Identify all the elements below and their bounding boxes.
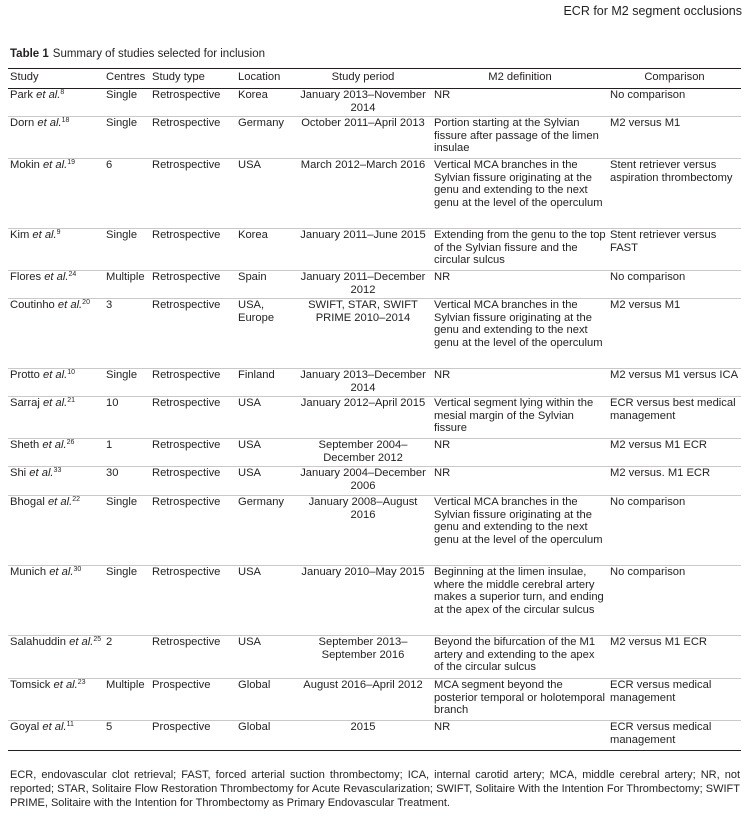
- cell-centres: 6: [104, 159, 150, 229]
- table-row: [8, 271, 741, 299]
- cell-study-period: August 2016–April 2012: [294, 679, 432, 721]
- table-caption: [10, 48, 265, 60]
- study-author: Flores: [10, 271, 42, 283]
- study-ref: 26: [66, 439, 75, 446]
- cell-location: USA: [236, 397, 294, 439]
- study-ref: 23: [77, 679, 86, 686]
- cell-location: Spain: [236, 271, 294, 299]
- cell-comparison: Stent retriever versus aspiration thrombectomy: [608, 159, 741, 229]
- cell-study-period: January 2011–June 2015: [294, 229, 432, 271]
- cell-centres: Single: [104, 89, 150, 117]
- cell-study: [8, 159, 104, 229]
- cell-centres: 2: [104, 636, 150, 679]
- cell-m2-definition: Vertical MCA branches in the Sylvian fissure originating at the genu and extending to the next genu at the level of the operculum: [432, 299, 608, 369]
- study-ref: 19: [67, 159, 76, 166]
- cell-study-type: Retrospective: [150, 229, 236, 271]
- table-row: [8, 496, 741, 566]
- cell-m2-definition: NR: [432, 271, 608, 299]
- table-row: [8, 117, 741, 159]
- cell-m2-definition: Extending from the genu to the top of the Sylvian fissure and the circular sulcus: [432, 229, 608, 271]
- cell-study-period: January 2010–May 2015: [294, 566, 432, 636]
- study-ref: 33: [53, 467, 62, 474]
- table-row: [8, 566, 741, 636]
- cell-study-period: 2015: [294, 721, 432, 751]
- cell-study-type: Prospective: [150, 679, 236, 721]
- cell-study-period: September 2013–September 2016: [294, 636, 432, 679]
- cell-location: USA: [236, 636, 294, 679]
- cell-study-type: Prospective: [150, 721, 236, 751]
- cell-study: [8, 467, 104, 496]
- running-head: ECR for M2 segment occlusions: [563, 4, 742, 18]
- cell-m2-definition: NR: [432, 369, 608, 397]
- col-header-study-type: Study type: [150, 69, 236, 89]
- cell-study-period: January 2004–December 2006: [294, 467, 432, 496]
- cell-comparison: M2 versus M1: [608, 117, 741, 159]
- table-row: [8, 721, 741, 751]
- cell-comparison: Stent retriever versus FAST: [608, 229, 741, 271]
- study-ref: 11: [66, 721, 74, 728]
- table-row: [8, 467, 741, 496]
- cell-location: USA: [236, 566, 294, 636]
- study-author: Protto: [10, 369, 40, 381]
- cell-study-type: Retrospective: [150, 566, 236, 636]
- cell-study-type: Retrospective: [150, 467, 236, 496]
- cell-study-period: January 2012–April 2015: [294, 397, 432, 439]
- cell-m2-definition: Beginning at the limen insulae, where the middle cerebral artery makes a superior turn, and ending at the apex of the circular sulcus: [432, 566, 608, 636]
- cell-centres: 30: [104, 467, 150, 496]
- cell-comparison: ECR versus medical management: [608, 679, 741, 721]
- cell-study: [8, 721, 104, 751]
- col-header-m2-definition: M2 definition: [432, 69, 608, 89]
- table-row: [8, 369, 741, 397]
- cell-study-type: Retrospective: [150, 117, 236, 159]
- cell-study: [8, 271, 104, 299]
- col-header-study-period: Study period: [294, 69, 432, 89]
- cell-study-period: September 2004–December 2012: [294, 439, 432, 467]
- cell-study: [8, 397, 104, 439]
- study-author: Sheth: [10, 439, 40, 451]
- study-etal: et al.: [57, 299, 83, 311]
- cell-comparison: M2 versus M1 ECR: [608, 636, 741, 679]
- cell-location: Global: [236, 721, 294, 751]
- cell-study: [8, 496, 104, 566]
- cell-study-type: Retrospective: [150, 369, 236, 397]
- cell-study: [8, 679, 104, 721]
- study-etal: et al.: [29, 467, 54, 479]
- cell-study-type: Retrospective: [150, 439, 236, 467]
- study-etal: et al.: [42, 159, 68, 171]
- cell-comparison: ECR versus medical management: [608, 721, 741, 751]
- table-title: Summary of studies selected for inclusion: [52, 48, 265, 60]
- cell-m2-definition: NR: [432, 439, 608, 467]
- cell-study-period: SWIFT, STAR, SWIFT PRIME 2010–2014: [294, 299, 432, 369]
- study-ref: 20: [82, 299, 90, 306]
- cell-location: USA: [236, 439, 294, 467]
- study-etal: et al.: [44, 271, 69, 283]
- cell-location: Germany: [236, 496, 294, 566]
- table-label: Table 1: [10, 48, 49, 60]
- cell-comparison: No comparison: [608, 566, 741, 636]
- cell-study-period: January 2011–December 2012: [294, 271, 432, 299]
- study-etal: et al.: [47, 496, 73, 508]
- cell-comparison: ECR versus best medical management: [608, 397, 741, 439]
- study-ref: 10: [67, 369, 76, 376]
- cell-centres: 5: [104, 721, 150, 751]
- study-author: Bhogal: [10, 496, 45, 508]
- study-etal: et al.: [42, 397, 68, 409]
- table-row: [8, 89, 741, 117]
- table-row: [8, 636, 741, 679]
- cell-centres: Multiple: [104, 679, 150, 721]
- cell-study: [8, 566, 104, 636]
- study-author: Salahuddin: [10, 636, 66, 648]
- table-row: [8, 397, 741, 439]
- study-etal: et al.: [42, 439, 67, 451]
- cell-location: USA, Europe: [236, 299, 294, 369]
- cell-centres: 1: [104, 439, 150, 467]
- cell-study: [8, 89, 104, 117]
- cell-m2-definition: Beyond the bifurcation of the M1 artery and extending to the apex of the circular sulcus: [432, 636, 608, 679]
- col-header-centres: Centres: [104, 69, 150, 89]
- cell-m2-definition: NR: [432, 467, 608, 496]
- cell-centres: Single: [104, 369, 150, 397]
- cell-study: [8, 369, 104, 397]
- header-row: [8, 69, 741, 89]
- cell-location: Finland: [236, 369, 294, 397]
- cell-study: [8, 636, 104, 679]
- study-ref: 18: [61, 117, 70, 124]
- cell-location: Germany: [236, 117, 294, 159]
- cell-comparison: M2 versus M1: [608, 299, 741, 369]
- cell-study-period: January 2008–August 2016: [294, 496, 432, 566]
- cell-study-period: March 2012–March 2016: [294, 159, 432, 229]
- study-author: Tomsick: [10, 679, 51, 691]
- cell-location: USA: [236, 467, 294, 496]
- study-etal: et al.: [37, 117, 62, 129]
- cell-study: [8, 299, 104, 369]
- table-row: [8, 229, 741, 271]
- cell-centres: Single: [104, 566, 150, 636]
- cell-centres: Single: [104, 117, 150, 159]
- cell-comparison: M2 versus M1 versus ICA: [608, 369, 741, 397]
- study-etal: et al.: [69, 636, 94, 648]
- study-author: Shi: [10, 467, 27, 479]
- cell-study-period: October 2011–April 2013: [294, 117, 432, 159]
- study-ref: 24: [68, 271, 77, 278]
- cell-comparison: No comparison: [608, 89, 741, 117]
- cell-location: Korea: [236, 229, 294, 271]
- cell-centres: Single: [104, 496, 150, 566]
- study-ref: 9: [56, 229, 61, 236]
- cell-study: [8, 439, 104, 467]
- study-etal: et al.: [36, 89, 61, 101]
- study-author: Coutinho: [10, 299, 55, 311]
- cell-study-type: Retrospective: [150, 299, 236, 369]
- cell-study-type: Retrospective: [150, 496, 236, 566]
- cell-m2-definition: MCA segment beyond the posterior temporal or holotemporal branch: [432, 679, 608, 721]
- cell-m2-definition: Vertical segment lying within the mesial margin of the Sylvian fissure: [432, 397, 608, 439]
- col-header-location: Location: [236, 69, 294, 89]
- cell-m2-definition: Vertical MCA branches in the Sylvian fissure originating at the genu and extending to the next genu at the level of the operculum: [432, 159, 608, 229]
- cell-m2-definition: Portion starting at the Sylvian fissure after passage of the limen insulae: [432, 117, 608, 159]
- cell-location: USA: [236, 159, 294, 229]
- cell-comparison: No comparison: [608, 496, 741, 566]
- study-etal: et al.: [53, 679, 78, 691]
- cell-comparison: M2 versus. M1 ECR: [608, 467, 741, 496]
- study-author: Sarraj: [10, 397, 40, 409]
- cell-m2-definition: NR: [432, 721, 608, 751]
- cell-centres: 3: [104, 299, 150, 369]
- study-author: Goyal: [10, 721, 40, 733]
- cell-study: [8, 229, 104, 271]
- study-ref: 8: [60, 89, 65, 96]
- col-header-study: Study: [8, 69, 104, 89]
- col-header-comparison: Comparison: [608, 69, 741, 89]
- cell-study-type: Retrospective: [150, 397, 236, 439]
- study-author: Munich: [10, 566, 47, 578]
- cell-study-type: Retrospective: [150, 89, 236, 117]
- cell-centres: 10: [104, 397, 150, 439]
- study-ref: 21: [67, 397, 76, 404]
- cell-centres: Single: [104, 229, 150, 271]
- cell-study-period: January 2013–December 2014: [294, 369, 432, 397]
- cell-study-type: Retrospective: [150, 159, 236, 229]
- cell-m2-definition: Vertical MCA branches in the Sylvian fissure originating at the genu and extending to the next genu at the level of the operculum: [432, 496, 608, 566]
- study-ref: 22: [72, 496, 81, 503]
- cell-comparison: No comparison: [608, 271, 741, 299]
- study-etal: et al.: [32, 229, 57, 241]
- cell-study: [8, 117, 104, 159]
- study-author: Park: [10, 89, 34, 101]
- cell-study-type: Retrospective: [150, 636, 236, 679]
- study-author: Mokin: [10, 159, 40, 171]
- table-row: [8, 439, 741, 467]
- cell-centres: Multiple: [104, 271, 150, 299]
- cell-comparison: M2 versus M1 ECR: [608, 439, 741, 467]
- table-row: [8, 679, 741, 721]
- cell-m2-definition: NR: [432, 89, 608, 117]
- study-author: Kim: [10, 229, 30, 241]
- table-footnote: ECR, endovascular clot retrieval; FAST, forced arterial suction thrombectomy; ICA, internal carotid artery; MCA, middle cerebral artery; NR, not reported; STAR, Solitaire Flow Restoration Thrombectomy for Acute Revascularization; SWIFT, Solitaire With the Intention For Thrombectomy; SWIFT PRIME, Solitaire with the Intention for Thrombectomy as Primary Endovascular Treatment.: [10, 769, 740, 809]
- study-ref: 25: [93, 636, 102, 643]
- cell-location: Korea: [236, 89, 294, 117]
- study-ref: 30: [73, 566, 82, 573]
- study-etal: et al.: [42, 369, 68, 381]
- cell-study-period: January 2013–November 2014: [294, 89, 432, 117]
- study-author: Dorn: [10, 117, 35, 129]
- studies-table: [8, 68, 741, 751]
- study-etal: et al.: [42, 721, 67, 733]
- cell-location: Global: [236, 679, 294, 721]
- table-row: [8, 299, 741, 369]
- table-row: [8, 159, 741, 229]
- cell-study-type: Retrospective: [150, 271, 236, 299]
- study-etal: et al.: [49, 566, 74, 578]
